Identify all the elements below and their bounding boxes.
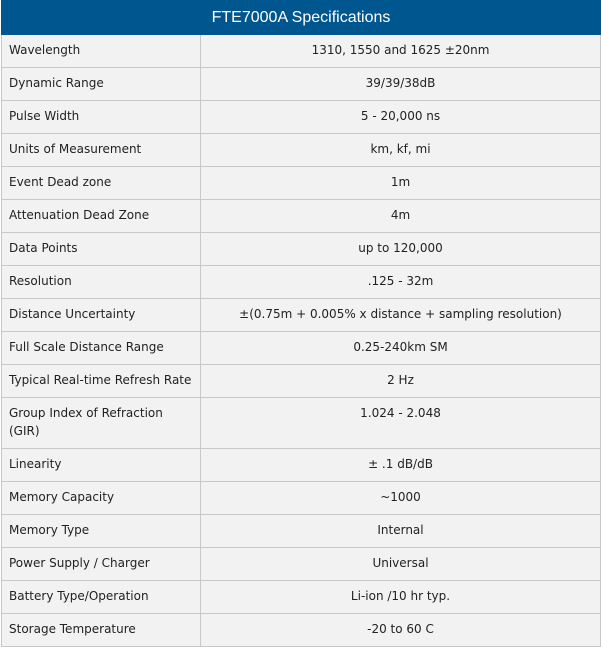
spec-label: Group Index of Refraction (GIR) bbox=[2, 398, 201, 449]
spec-label: Memory Type bbox=[2, 515, 201, 548]
spec-label: Typical Real-time Refresh Rate bbox=[2, 365, 201, 398]
spec-value: .125 - 32m bbox=[201, 266, 601, 299]
table-row bbox=[2, 449, 601, 482]
table-row bbox=[2, 200, 601, 233]
spec-value: 39/39/38dB bbox=[201, 68, 601, 101]
table-row bbox=[2, 101, 601, 134]
table-row bbox=[2, 515, 601, 548]
table-row bbox=[2, 299, 601, 332]
spec-value: 1m bbox=[201, 167, 601, 200]
spec-label: Storage Temperature bbox=[2, 614, 201, 647]
table-row bbox=[2, 548, 601, 581]
spec-value: 1.024 - 2.048 bbox=[201, 398, 601, 449]
spec-value: ± .1 dB/dB bbox=[201, 449, 601, 482]
spec-value: Universal bbox=[201, 548, 601, 581]
spec-value: 1310, 1550 and 1625 ±20nm bbox=[201, 35, 601, 68]
spec-label: Power Supply / Charger bbox=[2, 548, 201, 581]
spec-value: Internal bbox=[201, 515, 601, 548]
spec-label: Memory Capacity bbox=[2, 482, 201, 515]
spec-label: Pulse Width bbox=[2, 101, 201, 134]
spec-label: Units of Measurement bbox=[2, 134, 201, 167]
spec-value: 4m bbox=[201, 200, 601, 233]
spec-label: Event Dead zone bbox=[2, 167, 201, 200]
spec-label: Attenuation Dead Zone bbox=[2, 200, 201, 233]
table-row bbox=[2, 365, 601, 398]
table-row bbox=[2, 581, 601, 614]
spec-label: Distance Uncertainty bbox=[2, 299, 201, 332]
table-row bbox=[2, 482, 601, 515]
table-row bbox=[2, 233, 601, 266]
table-title: FTE7000A Specifications bbox=[2, 1, 601, 35]
spec-value: km, kf, mi bbox=[201, 134, 601, 167]
table-row bbox=[2, 68, 601, 101]
spec-label: Wavelength bbox=[2, 35, 201, 68]
specifications-table bbox=[1, 0, 601, 647]
table-row bbox=[2, 614, 601, 647]
spec-value: 2 Hz bbox=[201, 365, 601, 398]
spec-value: ~1000 bbox=[201, 482, 601, 515]
table-header-row bbox=[2, 1, 601, 35]
spec-label: Data Points bbox=[2, 233, 201, 266]
table-row bbox=[2, 167, 601, 200]
spec-label: Dynamic Range bbox=[2, 68, 201, 101]
spec-value: Li-ion /10 hr typ. bbox=[201, 581, 601, 614]
table-row bbox=[2, 398, 601, 449]
spec-value: ±(0.75m + 0.005% x distance + sampling resolution) bbox=[201, 299, 601, 332]
spec-value: -20 to 60 C bbox=[201, 614, 601, 647]
spec-value: up to 120,000 bbox=[201, 233, 601, 266]
spec-label: Linearity bbox=[2, 449, 201, 482]
table-row bbox=[2, 266, 601, 299]
spec-value: 5 - 20,000 ns bbox=[201, 101, 601, 134]
table-row bbox=[2, 332, 601, 365]
table-row bbox=[2, 35, 601, 68]
spec-label: Battery Type/Operation bbox=[2, 581, 201, 614]
spec-label: Resolution bbox=[2, 266, 201, 299]
spec-label: Full Scale Distance Range bbox=[2, 332, 201, 365]
spec-value: 0.25-240km SM bbox=[201, 332, 601, 365]
table-row bbox=[2, 134, 601, 167]
